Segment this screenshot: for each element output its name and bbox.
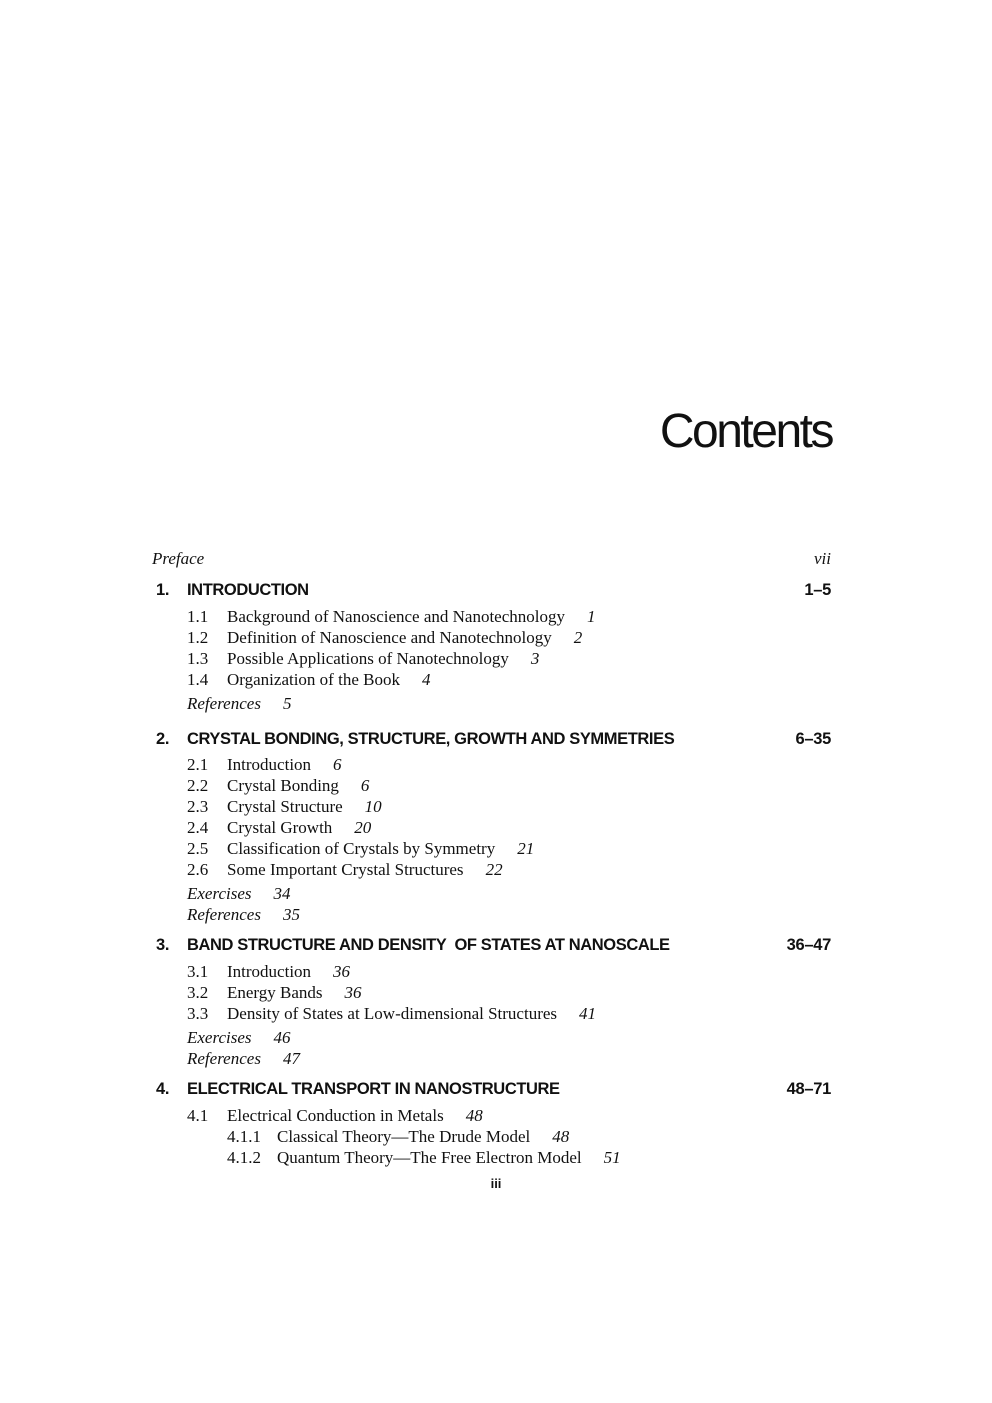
- extra-page: 46: [273, 1028, 291, 1047]
- section-title: Background of Nanoscience and Nanotechnology: [227, 607, 565, 626]
- chapter-number: 3.: [156, 936, 170, 954]
- subsection-page: 51: [603, 1148, 621, 1167]
- section-entry: [187, 839, 535, 859]
- section-entry: [187, 1106, 483, 1126]
- section-number: 2.2: [187, 776, 209, 795]
- extra-label: References: [187, 905, 261, 924]
- section-title: Crystal Structure: [227, 797, 343, 816]
- section-number: 2.5: [187, 839, 209, 858]
- section-number: 1.3: [187, 649, 209, 668]
- section-title: Energy Bands: [227, 983, 323, 1002]
- section-number: 1.4: [187, 670, 209, 689]
- section-title: Organization of the Book: [227, 670, 400, 689]
- section-number: 2.4: [187, 818, 209, 837]
- extra-label: References: [187, 694, 261, 713]
- extra-page: 34: [273, 884, 291, 903]
- extra-page: 35: [282, 905, 300, 924]
- section-page: 21: [517, 839, 535, 858]
- section-number: 1.2: [187, 628, 209, 647]
- section-entry: [187, 860, 503, 880]
- chapter-pages: 1–5: [804, 581, 831, 599]
- chapter-number: 1.: [156, 581, 170, 599]
- section-page: 10: [364, 797, 382, 816]
- page-title: Contents: [659, 405, 832, 458]
- subsection-entry: [227, 1148, 621, 1168]
- chapter-pages: 6–35: [795, 730, 831, 748]
- section-entry: [187, 649, 540, 669]
- subsection-entry: [227, 1127, 570, 1147]
- section-entry: [187, 962, 351, 982]
- section-title: Possible Applications of Nanotechnology: [227, 649, 509, 668]
- section-page: 36: [333, 962, 351, 981]
- extra-label: Exercises: [187, 1028, 252, 1047]
- extra-label: Exercises: [187, 884, 252, 903]
- preface-page: vii: [814, 549, 831, 568]
- section-title: Introduction: [227, 962, 312, 981]
- chapter-heading: [0, 581, 992, 603]
- section-title: Some Important Crystal Structures: [227, 860, 464, 879]
- chapter-heading: [0, 1080, 992, 1102]
- section-number: 3.3: [187, 1004, 209, 1023]
- subsection-title: Quantum Theory—The Free Electron Model: [277, 1148, 582, 1167]
- section-page: 41: [579, 1004, 597, 1023]
- section-page: 22: [485, 860, 503, 879]
- chapter-number: 4.: [156, 1080, 170, 1098]
- section-entry: [187, 670, 431, 690]
- preface-label: Preface: [152, 549, 205, 568]
- section-number: 4.1: [187, 1106, 209, 1125]
- extra-page: 5: [282, 694, 292, 713]
- chapter-pages: 48–71: [786, 1080, 831, 1098]
- exercises-entry: [187, 884, 291, 904]
- exercises-entry: [187, 1028, 291, 1048]
- section-title: Electrical Conduction in Metals: [227, 1106, 444, 1125]
- section-page: 48: [465, 1106, 483, 1125]
- section-page: 6: [333, 755, 342, 774]
- section-page: 1: [587, 607, 596, 626]
- section-title: Introduction: [227, 755, 312, 774]
- chapter-title: BAND STRUCTURE AND DENSITY OF STATES AT NANOSCALE: [187, 936, 670, 954]
- section-number: 3.2: [187, 983, 209, 1002]
- section-title: Density of States at Low-dimensional Structures: [227, 1004, 558, 1023]
- extra-label: References: [187, 1049, 261, 1068]
- references-entry: [187, 905, 300, 925]
- section-entry: [187, 818, 372, 838]
- section-number: 2.3: [187, 797, 209, 816]
- section-title: Crystal Bonding: [227, 776, 339, 795]
- section-entry: [187, 755, 342, 775]
- section-page: 36: [344, 983, 362, 1002]
- section-number: 1.1: [187, 607, 209, 626]
- chapter-number: 2.: [156, 730, 170, 748]
- subsection-number: 4.1.1: [227, 1127, 261, 1146]
- section-title: Crystal Growth: [227, 818, 333, 837]
- chapter-heading: [0, 936, 992, 958]
- chapter-title: ELECTRICAL TRANSPORT IN NANOSTRUCTURE: [187, 1080, 560, 1098]
- section-title: Classification of Crystals by Symmetry: [227, 839, 496, 858]
- section-page: 20: [354, 818, 372, 837]
- section-number: 3.1: [187, 962, 209, 981]
- section-page: 3: [530, 649, 540, 668]
- section-entry: [187, 607, 596, 627]
- chapter-pages: 36–47: [786, 936, 831, 954]
- chapter-title: INTRODUCTION: [187, 581, 309, 599]
- section-entry: [187, 628, 583, 648]
- section-page: 4: [421, 670, 431, 689]
- chapter-title: CRYSTAL BONDING, STRUCTURE, GROWTH AND SYMMETRIES: [187, 730, 675, 748]
- section-title: Definition of Nanoscience and Nanotechnology: [227, 628, 552, 647]
- section-page: 2: [573, 628, 583, 647]
- subsection-title: Classical Theory—The Drude Model: [277, 1127, 531, 1146]
- section-entry: [187, 797, 382, 817]
- section-number: 2.6: [187, 860, 209, 879]
- chapter-heading: [0, 730, 992, 752]
- extra-page: 47: [282, 1049, 300, 1068]
- references-entry: [187, 1049, 300, 1069]
- section-number: 2.1: [187, 755, 209, 774]
- page-number: iii: [490, 1176, 502, 1191]
- section-entry: [187, 983, 362, 1003]
- subsection-number: 4.1.2: [227, 1148, 261, 1167]
- section-entry: [187, 776, 370, 796]
- subsection-page: 48: [552, 1127, 570, 1146]
- references-entry: [187, 694, 291, 714]
- section-page: 6: [360, 776, 370, 795]
- section-entry: [187, 1004, 597, 1024]
